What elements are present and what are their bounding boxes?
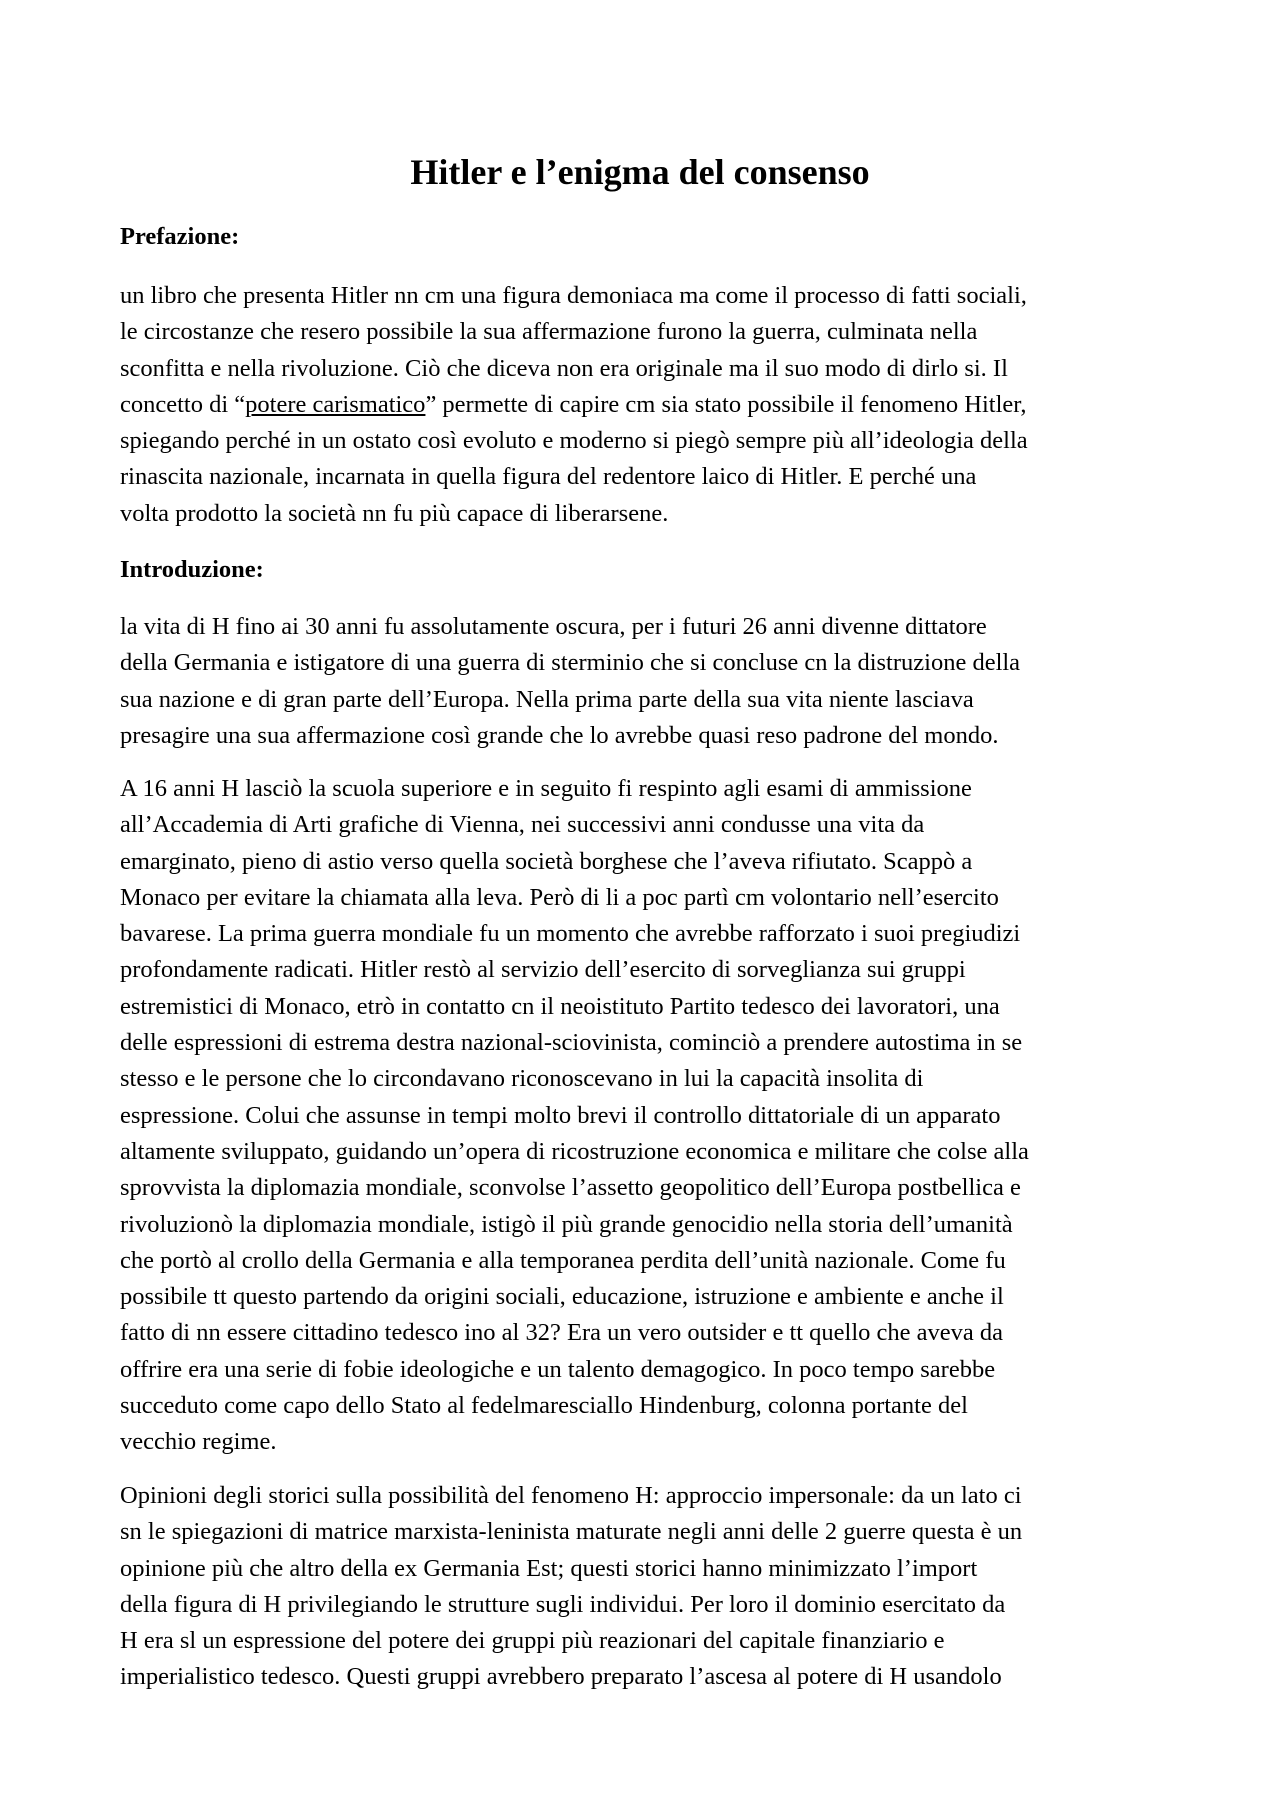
- text-line: volta prodotto la società nn fu più capace di liberarsene.: [120, 499, 669, 527]
- text-line: che portò al crollo della Germania e alla temporanea perdita dell’unità nazionale. Come fu: [120, 1246, 1006, 1274]
- text-line: rivoluzionò la diplomazia mondiale, istigò il più grande genocidio nella storia dell’umanità: [120, 1210, 1013, 1238]
- text-line: della Germania e istigatore di una guerra di sterminio che si concluse cn la distruzione della: [120, 649, 1021, 677]
- paragraph-introduzione-2: [120, 771, 1172, 1461]
- text-line: altamente sviluppato, guidando un’opera di ricostruzione economica e militare che colse alla: [120, 1137, 1029, 1165]
- text-line: la vita di H fino ai 30 anni fu assolutamente oscura, per i futuri 26 anni divenne dittatore: [120, 613, 987, 640]
- text-line: un libro che presenta Hitler nn cm una figura demoniaca ma come il processo di fatti sociali,: [120, 282, 1027, 309]
- section-heading-prefazione: Prefazione:: [120, 223, 240, 250]
- text-line: vecchio regime.: [120, 1428, 277, 1456]
- text-line: opinione più che altro della ex Germania Est; questi storici hanno minimizzato l’import: [120, 1554, 978, 1582]
- text-line: Monaco per evitare la chiamata alla leva. Però di li a poc partì cm volontario nell’esercito: [120, 883, 999, 911]
- text-line: succeduto come capo dello Stato al fedelmaresciallo Hindenburg, colonna portante del: [120, 1392, 968, 1420]
- text-line: offrire era una serie di fobie ideologiche e un talento demagogico. In poco tempo sarebbe: [120, 1355, 996, 1383]
- text-line: stesso e le persone che lo circondavano riconoscevano in lui la capacità insolita di: [120, 1065, 924, 1093]
- document-title: Hitler e l’enigma del consenso: [410, 152, 870, 192]
- text-line: possibile tt questo partendo da origini sociali, educazione, istruzione e ambiente e anche il: [120, 1283, 1004, 1311]
- underlined-term: potere carismatico: [245, 390, 426, 418]
- text-line: fatto di nn essere cittadino tedesco ino al 32? Era un vero outsider e tt quello che aveva da: [120, 1319, 1004, 1347]
- text-line: imperialistico tedesco. Questi gruppi avrebbero preparato l’ascesa al potere di H usandolo: [120, 1663, 1002, 1691]
- text-line: Opinioni degli storici sulla possibilità del fenomeno H: approccio impersonale: da un lato ci: [120, 1482, 1022, 1509]
- text-run: concetto di “: [120, 390, 246, 418]
- text-line: sprovvista la diplomazia mondiale, sconvolse l’assetto geopolitico dell’Europa postbellica e: [120, 1174, 1021, 1202]
- text-line: sua nazione e di gran parte dell’Europa. Nella prima parte della sua vita niente lasciava: [120, 685, 974, 713]
- text-line: H era sl un espressione del potere dei gruppi più reazionari del capitale finanziario e: [120, 1627, 945, 1655]
- text-line: profondamente radicati. Hitler restò al servizio dell’esercito di sorveglianza sui gruppi: [120, 956, 966, 984]
- paragraph-prefazione: [120, 278, 1172, 532]
- paragraph-introduzione-1: [120, 609, 1172, 754]
- text-line: A 16 anni H lasciò la scuola superiore e in seguito fi respinto agli esami di ammissione: [120, 775, 972, 802]
- text-line: delle espressioni di estrema destra nazional-sciovinista, cominciò a prendere autostima in se: [120, 1029, 1023, 1057]
- text-line: rinascita nazionale, incarnata in quella figura del redentore laico di Hitler. E perché una: [120, 463, 977, 491]
- paragraph-introduzione-3: [120, 1478, 1172, 1696]
- text-line: sconfitta e nella rivoluzione. Ciò che diceva non era originale ma il suo modo di dirlo si. Il: [120, 354, 1008, 382]
- text-line: presagire una sua affermazione così grande che lo avrebbe quasi reso padrone del mondo.: [120, 721, 999, 749]
- text-line: sn le spiegazioni di matrice marxista-leninista maturate negli anni delle 2 guerre questa è un: [120, 1518, 1023, 1546]
- text-line: spiegando perché in un ostato così evoluto e moderno si piegò sempre più all’ideologia della: [120, 427, 1028, 455]
- text-line: all’Accademia di Arti grafiche di Vienna, nei successivi anni condusse una vita da: [120, 811, 925, 839]
- text-line: emarginato, pieno di astio verso quella società borghese che l’aveva rifiutato. Scappò a: [120, 847, 973, 875]
- text-line: della figura di H privilegiando le strutture sugli individui. Per loro il dominio esercitato da: [120, 1590, 1006, 1618]
- text-line: estremistici di Monaco, etrò in contatto cn il neoistituto Partito tedesco dei lavoratori, una: [120, 992, 1000, 1020]
- section-heading-introduzione: Introduzione:: [120, 556, 264, 583]
- text-line: le circostanze che resero possibile la sua affermazione furono la guerra, culminata nella: [120, 318, 978, 346]
- text-line: bavarese. La prima guerra mondiale fu un momento che avrebbe rafforzato i suoi pregiudizi: [120, 920, 1021, 948]
- text-line: espressione. Colui che assunse in tempi molto brevi il controllo dittatoriale di un apparato: [120, 1101, 1001, 1129]
- text-line: [120, 387, 1172, 423]
- text-run: ” permette di capire cm sia stato possibile il fenomeno Hitler,: [425, 390, 1027, 418]
